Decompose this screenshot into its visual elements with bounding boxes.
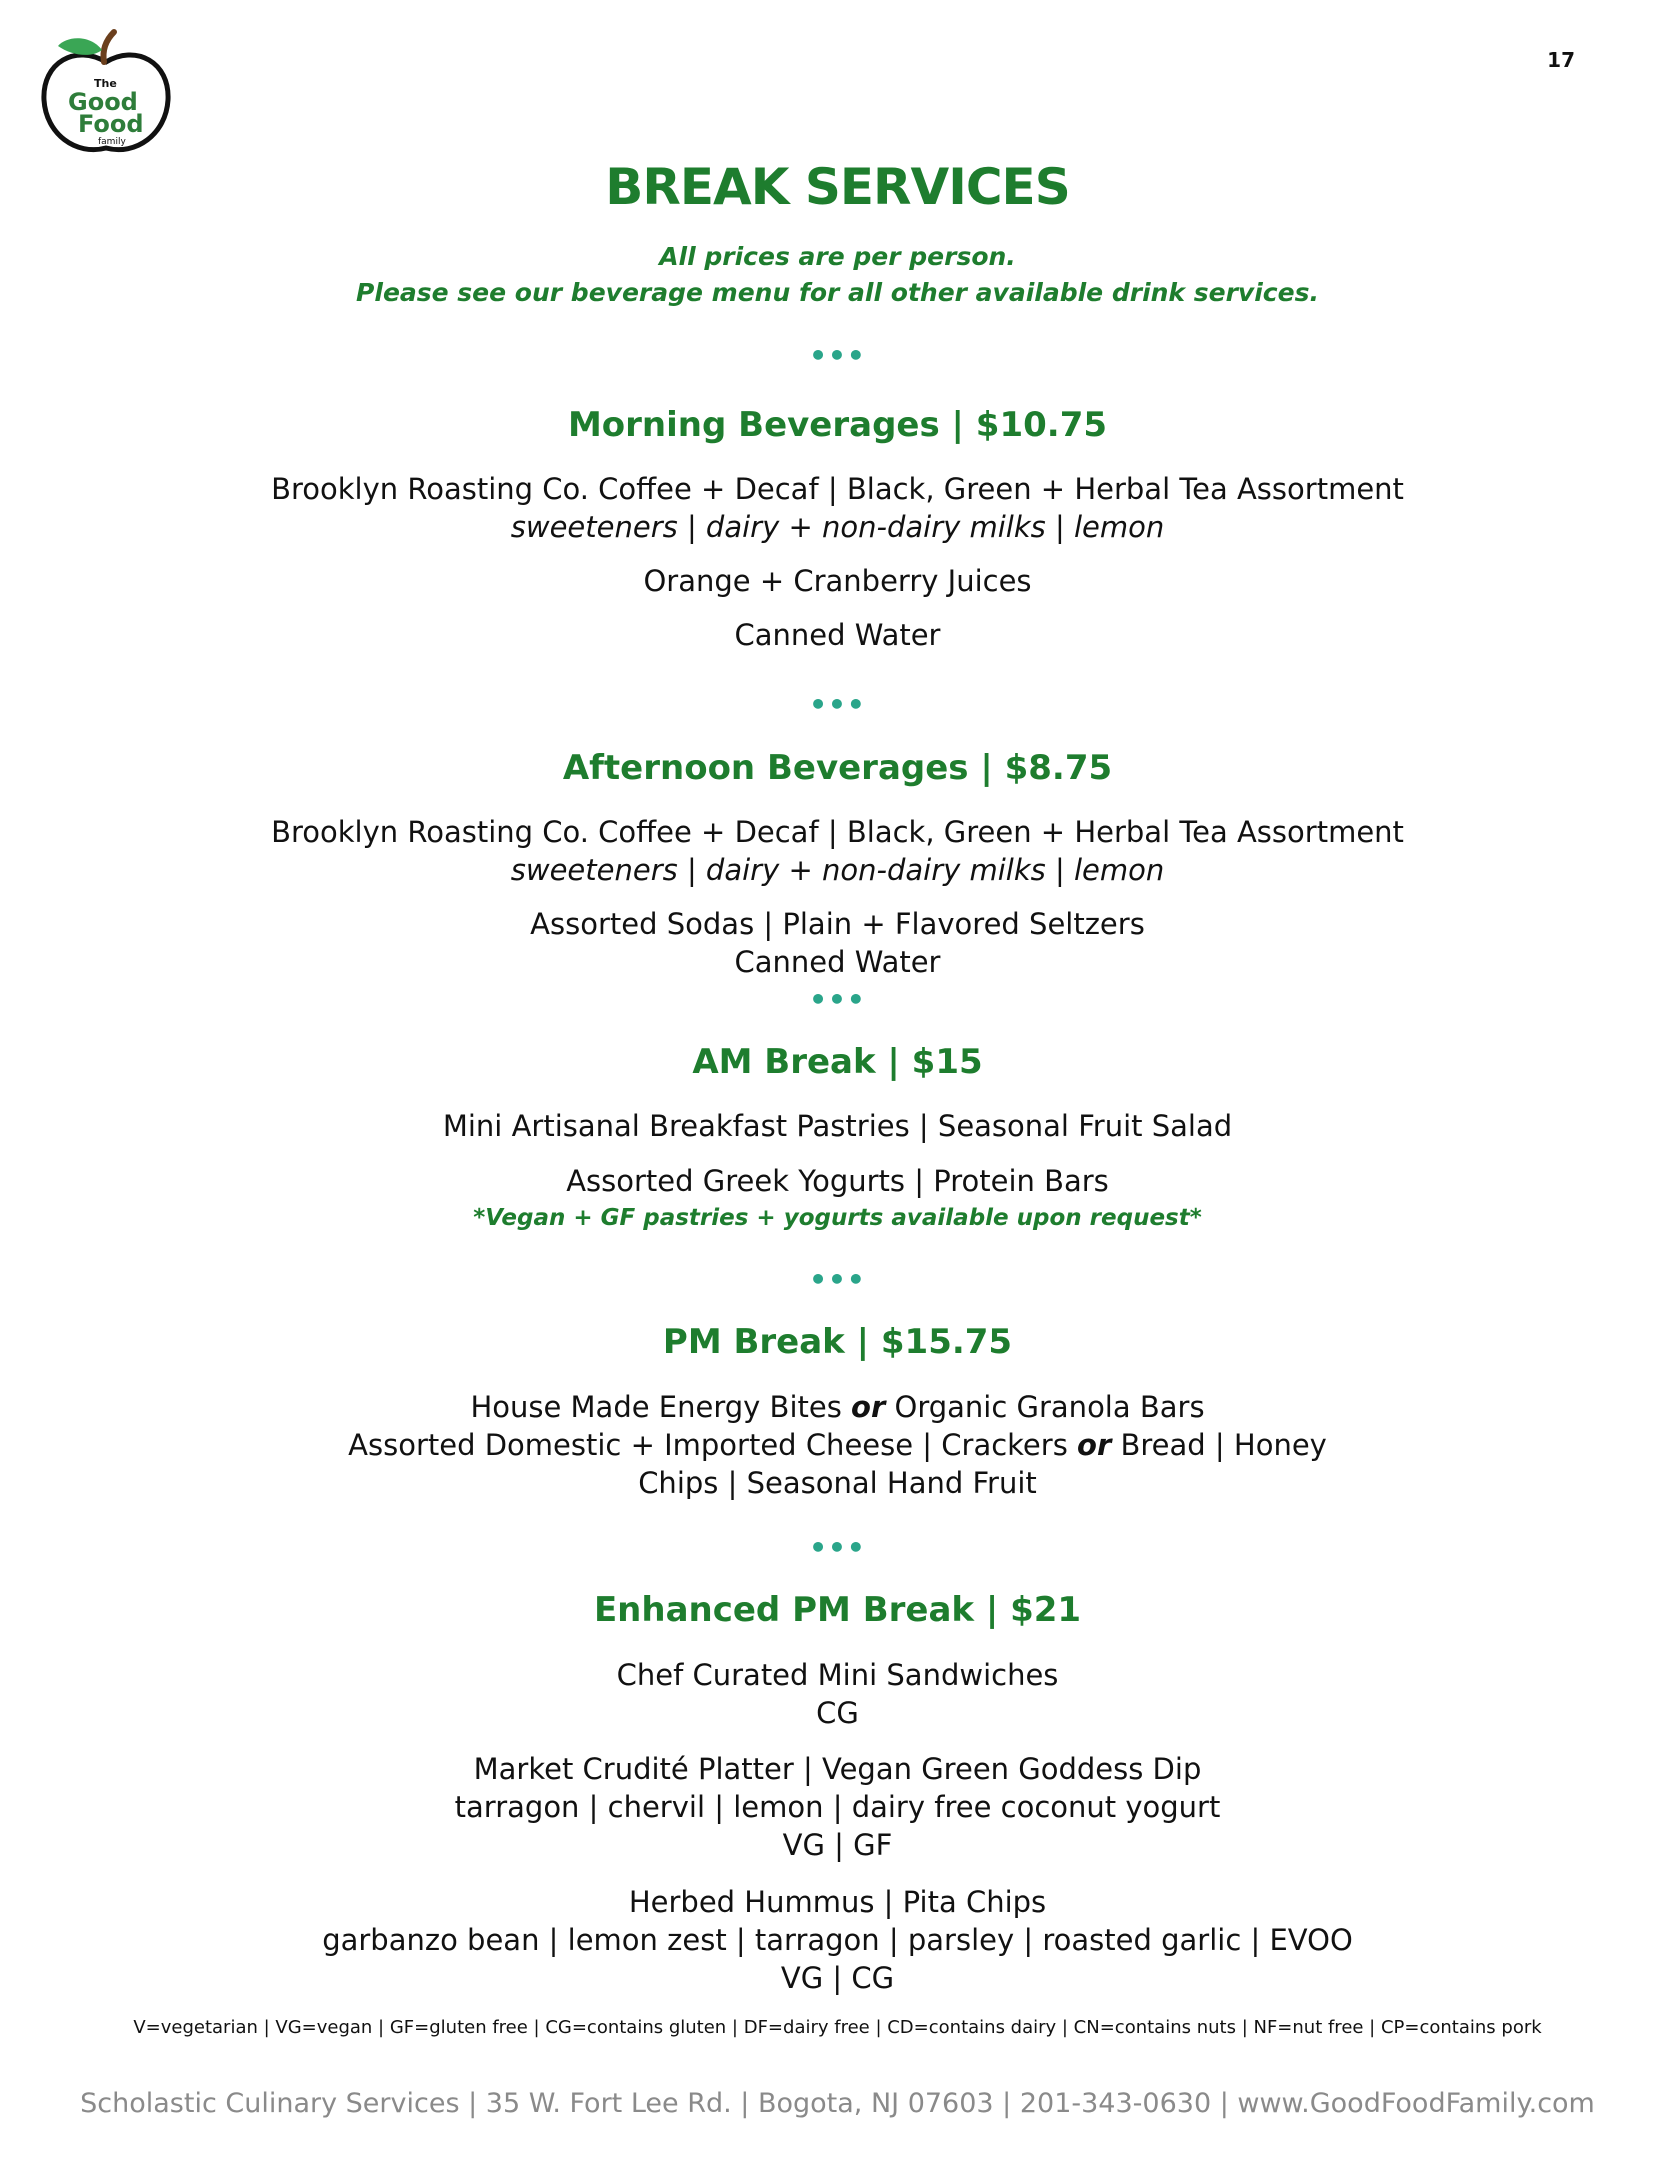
menu-text: House Made Energy Bites xyxy=(470,1390,852,1424)
svg-text:Good: Good xyxy=(68,88,138,116)
menu-line xyxy=(0,1426,1675,1464)
enhanced-pm-break-heading: Enhanced PM Break | $21 xyxy=(593,1590,1082,1630)
dietary-tag: VG | GF xyxy=(782,1828,893,1862)
menu-line: Canned Water xyxy=(734,945,941,979)
morning-beverages-heading: Morning Beverages | $10.75 xyxy=(567,405,1108,445)
menu-text: Assorted Domestic + Imported Cheese | Crackers xyxy=(348,1428,1078,1462)
dietary-tag: VG | CG xyxy=(780,1961,895,1995)
subtitle-line-2: Please see our beverage menu for all other available drink services. xyxy=(356,278,1319,307)
menu-text: Organic Granola Bars xyxy=(885,1390,1205,1424)
svg-text:family: family xyxy=(98,137,126,147)
menu-line: sweeteners | dairy + non-dairy milks | lemon xyxy=(510,853,1165,887)
or-word: or xyxy=(1077,1428,1112,1462)
menu-line: Orange + Cranberry Juices xyxy=(643,564,1032,598)
am-break-note: *Vegan + GF pastries + yogurts available upon request* xyxy=(473,1205,1202,1231)
menu-line: Assorted Greek Yogurts | Protein Bars xyxy=(566,1164,1109,1198)
separator: ••• xyxy=(809,688,866,721)
menu-line: Market Crudité Platter | Vegan Green Goddess Dip xyxy=(473,1752,1202,1786)
menu-line: garbanzo bean | lemon zest | tarragon | parsley | roasted garlic | EVOO xyxy=(322,1923,1353,1957)
pm-break-heading: PM Break | $15.75 xyxy=(662,1322,1013,1362)
svg-text:Food: Food xyxy=(78,110,144,138)
menu-line: Brooklyn Roasting Co. Coffee + Decaf | Black, Green + Herbal Tea Assortment xyxy=(271,472,1404,506)
menu-line: Mini Artisanal Breakfast Pastries | Seasonal Fruit Salad xyxy=(442,1109,1233,1143)
separator: ••• xyxy=(809,1263,866,1296)
menu-line: Chef Curated Mini Sandwiches xyxy=(616,1658,1059,1692)
dietary-tag: CG xyxy=(816,1696,859,1730)
menu-line: Chips | Seasonal Hand Fruit xyxy=(638,1466,1037,1500)
menu-line: tarragon | chervil | lemon | dairy free coconut yogurt xyxy=(454,1790,1221,1824)
svg-text:The: The xyxy=(94,77,117,90)
afternoon-beverages-heading: Afternoon Beverages | $8.75 xyxy=(562,748,1113,788)
separator: ••• xyxy=(809,339,866,372)
page-number: 17 xyxy=(1547,48,1575,72)
footer-contact: Scholastic Culinary Services | 35 W. Fort Lee Rd. | Bogota, NJ 07603 | 201-343-0630 | www.GoodFoodFamily.com xyxy=(80,2088,1595,2119)
apple-logo-icon xyxy=(36,22,176,162)
page-title: BREAK SERVICES xyxy=(605,158,1070,216)
menu-text: Bread | Honey xyxy=(1111,1428,1327,1462)
menu-line: Canned Water xyxy=(734,618,941,652)
or-word: or xyxy=(851,1390,886,1424)
subtitle-line-1: All prices are per person. xyxy=(659,242,1016,271)
menu-line: Brooklyn Roasting Co. Coffee + Decaf | Black, Green + Herbal Tea Assortment xyxy=(271,815,1404,849)
menu-line: sweeteners | dairy + non-dairy milks | lemon xyxy=(510,510,1165,544)
menu-line: Assorted Sodas | Plain + Flavored Seltzers xyxy=(530,907,1145,941)
good-food-family-logo xyxy=(36,22,176,162)
menu-line: Herbed Hummus | Pita Chips xyxy=(628,1885,1047,1919)
menu-line xyxy=(0,1388,1675,1426)
dietary-legend: V=vegetarian | VG=vegan | GF=gluten free | CG=contains gluten | DF=dairy free | CD=contains dairy | CN=contains nuts | NF=nut free | CP=contains pork xyxy=(133,2017,1542,2038)
am-break-heading: AM Break | $15 xyxy=(692,1042,983,1082)
separator: ••• xyxy=(809,1531,866,1564)
separator: ••• xyxy=(809,983,866,1016)
